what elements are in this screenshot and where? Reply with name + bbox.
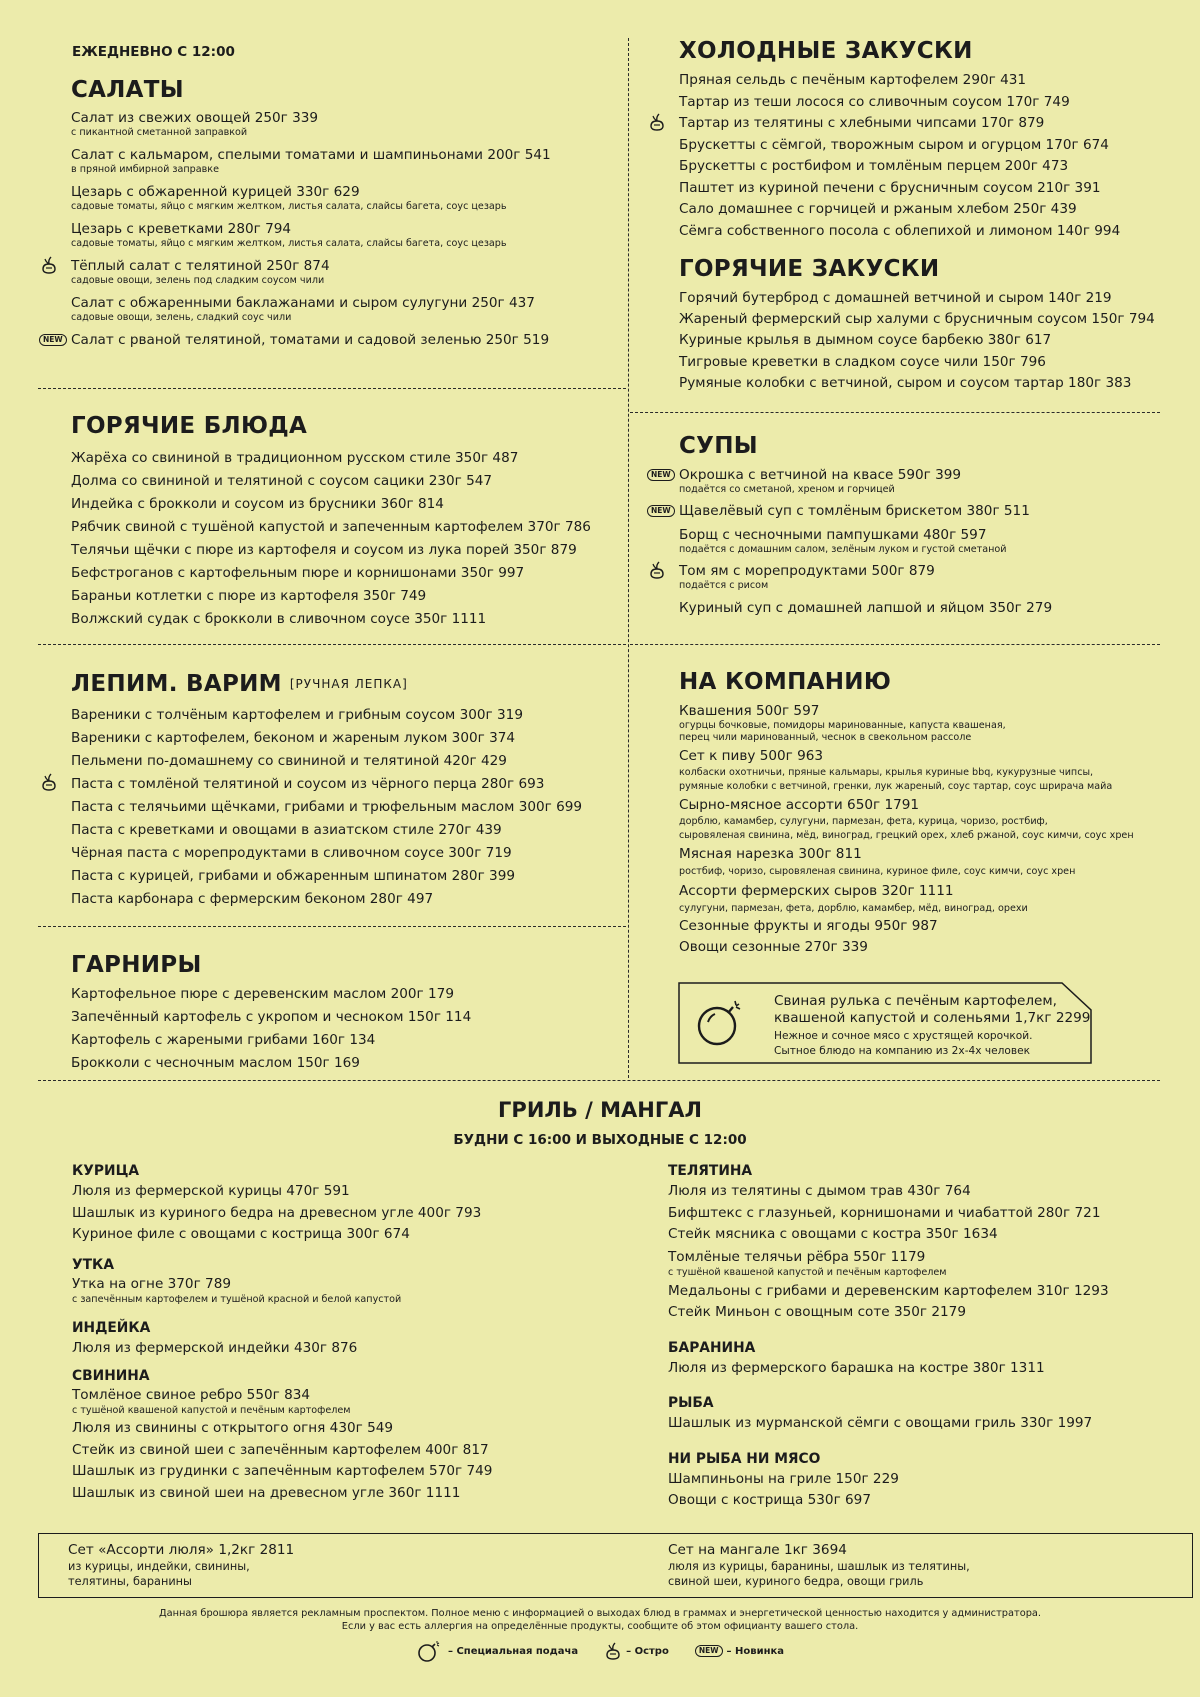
grill-left-column [72,1161,492,1504]
cold-snacks-title: ХОЛОДНЫЕ ЗАКУСКИ [679,38,973,64]
item-description: с пикантной сметанной заправкой [71,127,248,138]
menu-item: Салат с кальмаром, спелыми томатами и шампиньонами 200г 541 [71,147,551,163]
disclaimer [0,1607,1200,1633]
grill-category: УТКА [72,1256,115,1273]
grill-title: ГРИЛЬ / МАНГАЛ [498,1098,702,1122]
legend-spicy: – Остро [604,1642,669,1660]
menu-item: Цезарь с обжаренной курицей 330г 629 [71,184,360,200]
item-description: садовые томаты, яйцо с мягким желтком, листья салата, слайсы багета, соус цезарь [71,238,507,249]
salads-list [43,110,551,349]
menu-item: Стейк Миньон с овощным соте 350г 2179 [668,1304,966,1320]
menu-item: Бефстроганов с картофельным пюре и корнишонами 350г 997 [71,565,525,581]
menu-item: NEW Щавелёвый суп с томлёным брискетом 380г 511 [679,503,1052,520]
grill-right-column [668,1161,1109,1512]
set-description: свиной шеи, куриного бедра, овощи гриль [668,1575,924,1588]
company-title: НА КОМПАНИЮ [679,669,892,695]
bomb-icon [695,998,745,1048]
menu-item: Куриные крылья в дымном соусе барбекю 380г 617 [679,332,1052,349]
daily-hours: ЕЖЕДНЕВНО С 12:00 [72,44,235,60]
menu-item: Брускетты с ростбифом и томлёным перцем 200г 473 [679,158,1069,174]
menu-item: Волжский судак с брокколи в сливочном соусе 350г 1111 [71,611,487,627]
menu-item: Квашения 500г 597 [679,703,820,719]
menu-item: Том ям с морепродуктами 500г 879 [679,563,1052,580]
menu-item: Медальоны с грибами и деревенским картофелем 310г 1293 [668,1282,1109,1299]
chili-pepper-icon [604,1642,622,1660]
cold-snacks-list [679,70,1120,242]
item-description: с тушёной квашеной капустой и печёным картофелем [72,1405,351,1416]
new-badge: NEW [695,1645,723,1657]
new-badge: NEW [647,505,675,517]
menu-item: Тёплый салат с телятиной 250г 874 [71,258,551,275]
special-dish-description: Сытное блюдо на компанию из 2х-4х человек [774,1045,1031,1057]
menu-item: Шашлык из мурманской сёмги с овощами гриль 330г 1997 [668,1415,1093,1431]
menu-item: Паста с курицей, грибами и обжаренным шпинатом 280г 399 [71,868,515,884]
menu-item: Пряная сельдь с печёным картофелем 290г 431 [679,72,1027,88]
chili-pepper-icon [648,561,668,581]
item-description: с тушёной квашеной капустой и печёным картофелем [668,1266,947,1278]
menu-item: Вареники с толчёным картофелем и грибным соусом 300г 319 [71,707,523,723]
menu-item: Бараньи котлетки с пюре из картофеля 350г 749 [71,588,427,604]
menu-item: Вареники с картофелем, беконом и жареным луком 300г 374 [71,730,516,746]
menu-item: Люля из телятины с дымом трав 430г 764 [668,1183,971,1199]
grill-category: КУРИЦА [72,1163,140,1179]
menu-item: Паста с томлёной телятиной и соусом из чёрного перца 280г 693 [71,773,582,796]
special-dish-name: квашеной капустой и соленьями 1,7кг 2299 [774,1010,1091,1026]
menu-item: Картофель с жареными грибами 160г 134 [71,1032,376,1048]
menu-item: Шампиньоны на гриле 150г 229 [668,1470,899,1487]
menu-item: Тартар из теши лосося со сливочным соусом 170г 749 [679,93,1070,110]
menu-item: Сало домашнее с горчицей и ржаным хлебом 250г 439 [679,201,1077,217]
menu-item: Жарёха со свининой в традиционном русском стиле 350г 487 [71,450,519,466]
item-description: перец чили маринованный, чеснок в свекольном рассоле [679,732,972,743]
menu-item: Салат из свежих овощей 250г 339 [71,110,319,126]
item-description: подаётся с рисом [679,580,769,591]
menu-item: Телячьи щёчки с пюре из картофеля и соусом из лука порей 350г 879 [71,542,577,558]
menu-item: Бифштекс с глазуньей, корнишонами и чиабаттой 280г 721 [668,1204,1101,1221]
menu-item: Тигровые креветки в сладком соусе чили 150г 796 [679,353,1046,370]
item-description: ростбиф, чоризо, сыровяленая свинина, куриное филе, соус кимчи, соус хрен [679,866,1076,877]
bomb-icon [416,1640,444,1662]
set-mangal [668,1542,970,1589]
menu-item: Жареный фермерский сыр халуми с брусничным соусом 150г 794 [679,311,1155,328]
menu-item: Паштет из куриной печени с брусничным соусом 210г 391 [679,179,1101,196]
sides-list [71,983,471,1075]
disclaimer-line: Данная брошюра является рекламным проспектом. Полное меню с информацией о выходах блюд в граммах и энергетической ценностью находится у администратора. [158,1608,1042,1619]
soups-title: СУПЫ [679,433,758,459]
menu-item: Шашлык из грудинки с запечённым картофелем 570г 749 [72,1463,493,1479]
menu-item: Овощи с кострища 530г 697 [668,1492,871,1508]
item-description: огурцы бочковые, помидоры маринованные, капуста квашеная, [679,720,1006,731]
menu-item: Борщ с чесночными пампушками 480г 597 [679,527,987,543]
new-badge: NEW [647,469,675,481]
menu-item: Томлёные телячьи рёбра 550г 1179 [668,1248,926,1265]
grill-category: РЫБА [668,1395,714,1411]
chili-pepper-icon [40,256,60,276]
menu-item: Люля из фермерской индейки 430г 876 [72,1339,358,1356]
menu-item: Долма со свининой и телятиной с соусом сацики 230г 547 [71,473,493,489]
grill-category: СВИНИНА [72,1368,150,1384]
item-description: подаётся со сметаной, хреном и горчицей [679,484,895,495]
menu-item: Индейка с брокколи и соусом из брусники 360г 814 [71,496,444,512]
item-description: сыровяленая свинина, мёд, виноград, грецкий орех, хлеб ржаной, соус кимчи, соус хрен [679,830,1134,841]
item-description: с запечённым картофелем и тушёной красной и белой капустой [72,1293,402,1305]
dumplings-list [71,704,582,911]
grill-category: БАРАНИНА [668,1339,756,1356]
chili-pepper-icon [40,773,60,793]
menu-item: Тартар из телятины с хлебными чипсами 170г 879 [679,113,1120,135]
item-description: садовые томаты, яйцо с мягким желтком, листья салата, слайсы багета, соус цезарь [71,201,507,212]
menu-item: Сезонные фрукты и ягоды 950г 987 [679,918,938,934]
menu-item: Стейк мясника с овощами с костра 350г 1634 [668,1226,998,1242]
menu-item: Сет к пиву 500г 963 [679,748,824,764]
menu-item: Люля из свинины с открытого огня 430г 549 [72,1420,394,1436]
menu-item: NEW Салат с рваной телятиной, томатами и садовой зеленью 250г 519 [71,332,551,349]
grill-category: ИНДЕЙКА [72,1319,151,1336]
hot-snacks-title: ГОРЯЧИЕ ЗАКУСКИ [679,256,940,282]
menu-item: Салат с обжаренными баклажанами и сыром сулугуни 250г 437 [71,295,535,311]
special-dish-name: Свиная рулька с печёным картофелем, [774,993,1057,1009]
menu-item: Мясная нарезка 300г 811 [679,846,862,862]
set-assorti-lyulya [68,1542,294,1589]
item-description: подаётся с домашним салом, зелёным луком и густой сметаной [679,544,1007,555]
menu-item: Румяные колобки с ветчиной, сыром и соусом тартар 180г 383 [679,374,1132,391]
item-description: румяные колобки с ветчиной, гренки, лук жареный, соус тартар, соус шрирача майа [679,781,1113,792]
hot-dishes-list [71,447,591,631]
grill-hours: БУДНИ С 16:00 И ВЫХОДНЫЕ С 12:00 [453,1132,747,1148]
menu-item: Люля из фермерской курицы 470г 591 [72,1183,350,1199]
menu-item: Горячий бутерброд с домашней ветчиной и сыром 140г 219 [679,290,1112,306]
menu-item: Брускетты с сёмгой, творожным сыром и огурцом 170г 674 [679,136,1109,153]
grill-category: ТЕЛЯТИНА [668,1163,753,1179]
item-description: сулугуни, пармезан, фета, дорблю, камамбер, мёд, виноград, орехи [679,903,1028,914]
menu-item: Брокколи с чесночным маслом 150г 169 [71,1055,360,1071]
item-description: дорблю, камамбер, сулугуни, пармезан, фета, курица, чоризо, ростбиф, [679,816,1048,827]
menu-item: Шашлык из куриного бедра на древесном угле 400г 793 [72,1204,482,1221]
set-description: телятины, баранины [68,1575,192,1588]
menu-item: Паста с телячьими щёчками, грибами и трюфельным маслом 300г 699 [71,799,583,815]
menu-item: Картофельное пюре с деревенским маслом 200г 179 [71,986,454,1002]
set-name: Сет «Ассорти люля» 1,2кг 2811 [68,1542,295,1558]
sides-title: ГАРНИРЫ [71,952,202,978]
menu-item: Овощи сезонные 270г 339 [679,939,868,955]
menu-item: Шашлык из свиной шеи на древесном угле 360г 1111 [72,1484,461,1501]
menu-item: Стейк из свиной шеи с запечённым картофелем 400г 817 [72,1441,489,1458]
item-description: садовые овощи, зелень, сладкий соус чили [71,312,292,323]
menu-item: Куриный суп с домашней лапшой и яйцом 350г 279 [679,600,1053,616]
disclaimer-line: Если у вас есть аллергия на определённые продукты, сообщите об этом официанту вашего стола. [341,1621,859,1632]
menu-item: Цезарь с креветками 280г 794 [71,221,292,237]
item-description: садовые овощи, зелень под сладким соусом чили [71,275,325,286]
hot-dishes-title: ГОРЯЧИЕ БЛЮДА [71,413,308,439]
dumplings-title: ЛЕПИМ. ВАРИМ [РУЧНАЯ ЛЕПКА] [71,671,408,697]
menu-item: Утка на огне 370г 789 [72,1275,231,1292]
menu-item: Чёрная паста с морепродуктами в сливочном соусе 300г 719 [71,845,512,861]
special-dish [774,993,1090,1059]
salads-title: САЛАТЫ [71,77,184,103]
set-description: из курицы, индейки, свинины, [68,1560,250,1573]
menu-item: Пельмени по-домашнему со свининой и телятиной 420г 429 [71,753,507,769]
special-dish-description: Нежное и сочное мясо с хрустящей корочкой. [774,1030,1033,1042]
menu-item: Куриное филе с овощами с кострища 300г 674 [72,1226,410,1242]
item-description: в пряной имбирной заправке [71,164,219,175]
legend [0,1640,1200,1662]
set-description: люля из курицы, баранины, шашлык из телятины, [668,1560,970,1573]
menu-item: NEW Окрошка с ветчиной на квасе 590г 399 [679,467,1052,484]
menu-item: Запечённый картофель с укропом и чесноком 150г 114 [71,1009,472,1025]
set-name: Сет на мангале 1кг 3694 [668,1542,847,1558]
menu-item: Паста карбонара с фермерским беконом 280г 497 [71,891,434,907]
menu-item: Люля из фермерского барашка на костре 380г 1311 [668,1359,1045,1376]
menu-item: Рябчик свиной с тушёной капустой и запеченным картофелем 370г 786 [71,519,591,535]
soups-list [651,467,1053,617]
legend-special: – Специальная подача [416,1640,578,1662]
menu-item: Сёмга собственного посола с облепихой и лимоном 140г 994 [679,222,1121,239]
hot-snacks-list [679,288,1155,394]
grill-category: НИ РЫБА НИ МЯСО [668,1450,821,1467]
handmade-tag: [РУЧНАЯ ЛЕПКА] [289,677,408,691]
legend-new: NEW – Новинка [695,1645,784,1657]
menu-item: Сырно-мясное ассорти 650г 1791 [679,797,920,813]
menu-item: Ассорти фермерских сыров 320г 1111 [679,883,954,899]
company-list [679,703,1134,956]
menu-item: Паста с креветками и овощами в азиатском стиле 270г 439 [71,822,502,838]
menu-item: Томлёное свиное ребро 550г 834 [72,1387,311,1403]
new-badge: NEW [39,334,67,346]
item-description: колбаски охотничьи, пряные кальмары, крылья куриные bbq, кукурузные чипсы, [679,767,1094,778]
chili-pepper-icon [648,113,668,133]
